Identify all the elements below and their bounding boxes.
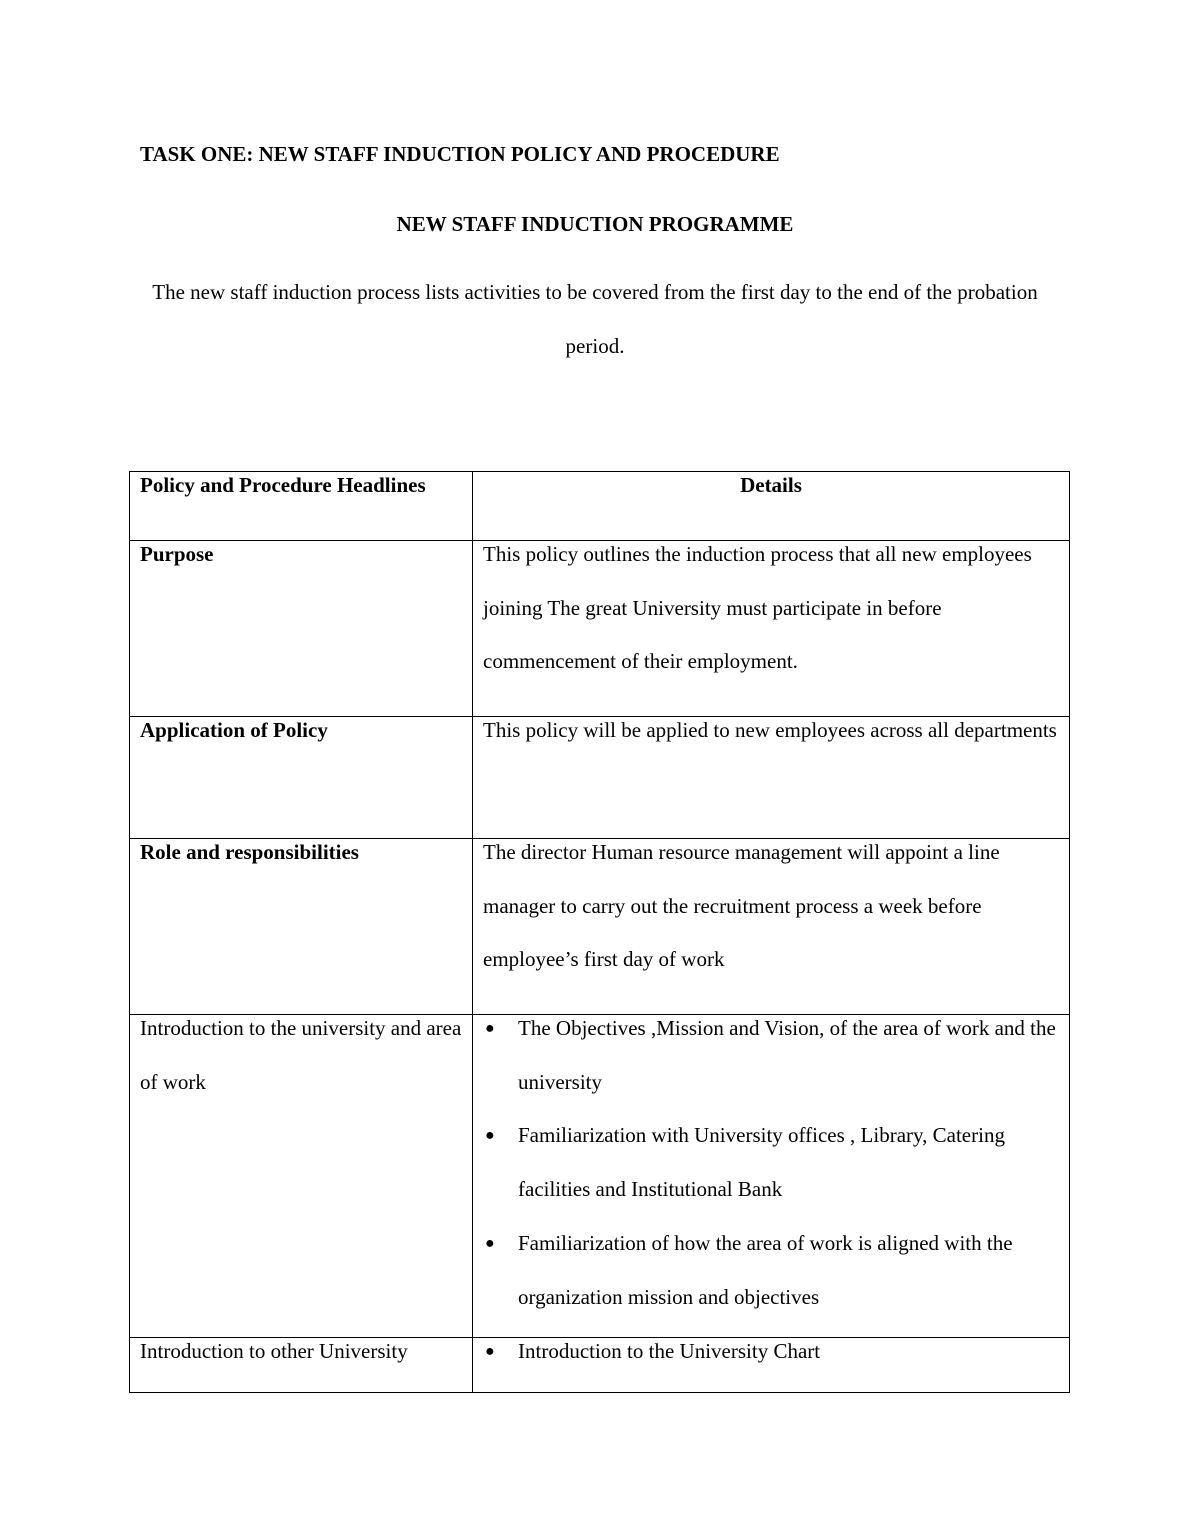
header-headlines-label: Policy and Procedure Headlines	[140, 473, 426, 497]
policy-table	[129, 471, 1070, 1393]
list-item	[483, 1217, 1059, 1324]
headline-cell	[130, 1015, 473, 1338]
detail-role: The director Human resource management will appoint a line manager to carry out the recruitment process a week before employee’s first day of work	[483, 840, 1000, 972]
table-row	[130, 839, 1070, 1015]
programme-title: NEW STAFF INDUCTION PROGRAMME	[396, 212, 794, 236]
headline-cell	[130, 717, 473, 839]
headline-purpose: Purpose	[140, 542, 214, 566]
detail-cell	[473, 839, 1070, 1015]
table-row	[130, 1015, 1070, 1338]
detail-purpose: This policy outlines the induction process that all new employees joining The great University must participate in before commencement of their employment.	[483, 542, 1032, 674]
headline-other: Introduction to other University	[140, 1339, 408, 1364]
headline-cell	[130, 541, 473, 717]
bullet-icon: ●	[485, 1127, 495, 1145]
intro-paragraph: The new staff induction process lists activities to be covered from the first day to the end of the probation period.	[152, 280, 1038, 358]
headline-introduction: Introduction to the university and area of work	[140, 1016, 462, 1094]
detail-cell	[473, 1338, 1070, 1393]
table-row	[130, 1338, 1070, 1393]
bullet-text: Familiarization of how the area of work is aligned with the organization mission and objectives	[518, 1230, 1013, 1309]
task-heading: TASK ONE: NEW STAFF INDUCTION POLICY AND PROCEDURE	[140, 142, 780, 166]
headline-application: Application of Policy	[140, 718, 328, 742]
detail-cell	[473, 1015, 1070, 1338]
list-item	[483, 1109, 1059, 1216]
headline-role: Role and responsibilities	[140, 840, 359, 864]
bullet-icon: ●	[485, 1234, 495, 1252]
detail-application: This policy will be applied to new employees across all departments	[483, 718, 1057, 742]
bullet-icon: ●	[485, 1343, 495, 1361]
list-item	[483, 1002, 1059, 1109]
bullet-icon: ●	[485, 1020, 495, 1037]
bullet-text: The Objectives ,Mission and Vision, of the area of work and the university	[518, 1016, 1056, 1094]
detail-cell	[473, 541, 1070, 717]
table-row	[130, 541, 1070, 717]
bullet-list	[483, 1325, 1059, 1379]
bullet-text: Introduction to the University Chart	[518, 1339, 821, 1364]
headline-cell	[130, 839, 473, 1015]
header-details-label: Details	[740, 473, 802, 497]
detail-cell	[473, 717, 1070, 839]
table-row	[130, 717, 1070, 839]
bullet-list	[483, 1002, 1059, 1324]
list-item	[483, 1325, 1059, 1379]
bullet-text: Familiarization with University offices , Library, Catering facilities and Institutional Bank	[518, 1123, 1005, 1202]
headline-cell	[130, 1338, 473, 1393]
